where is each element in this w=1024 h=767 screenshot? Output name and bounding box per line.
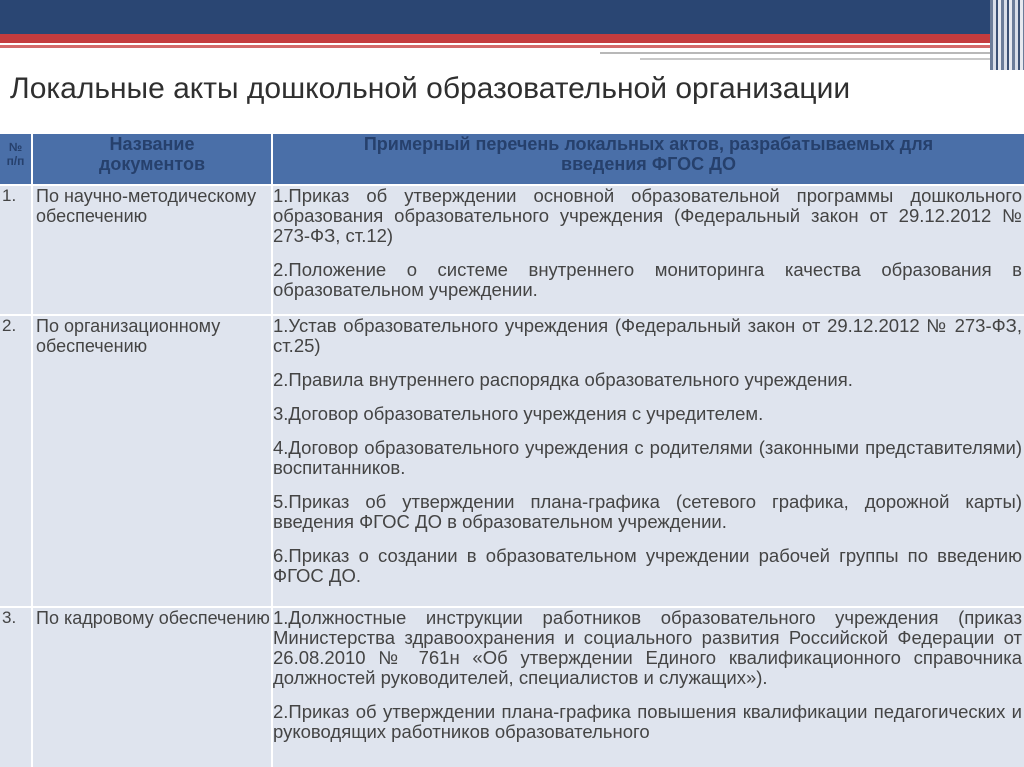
header-num	[0, 134, 33, 184]
header-red-band	[0, 34, 1024, 43]
row-items	[273, 608, 1024, 742]
header-grey-line-2	[640, 58, 990, 60]
list-item: 1.Устав образовательного учреждения (Федеральный закон от 29.12.2012 № 273-ФЗ, ст.25)	[273, 315, 1022, 356]
row-items	[273, 186, 1024, 300]
header-red-line	[0, 45, 990, 48]
list-item: 2.Правила внутреннего распорядка образовательного учреждения.	[273, 369, 853, 390]
table-row	[0, 314, 1024, 606]
header-num-line1: №	[8, 140, 23, 154]
row-name: По научно-методическому обеспечению	[33, 186, 273, 314]
list-item: 4.Договор образовательного учреждения с родителями (законными представителями) воспитанников.	[273, 437, 1022, 478]
decorative-stripes	[990, 0, 1024, 70]
header-name-line2: документов	[98, 154, 206, 174]
row-num: 1.	[0, 186, 33, 314]
table-row	[0, 606, 1024, 767]
row-num: 3.	[0, 608, 33, 767]
list-item: 3.Договор образовательного учреждения с учредителем.	[273, 403, 764, 424]
list-item: 6.Приказ о создании в образовательном учреждении рабочей группы по введению ФГОС ДО.	[273, 545, 1022, 586]
header-name	[33, 134, 273, 184]
list-item: 1.Приказ об утверждении основной образовательной программы дошкольного образования образовательного учреждения (Федеральный закон от 29.12.2012 № 273-ФЗ, ст.12)	[273, 185, 1022, 246]
row-items	[273, 316, 1024, 586]
list-item: 5.Приказ об утверждении плана-графика (сетевого графика, дорожной карты) введения ФГОС ДО в образовательном учреждении.	[273, 491, 1022, 532]
page-title: Локальные акты дошкольной образовательной организации	[10, 72, 851, 105]
header-name-line1: Название	[109, 134, 195, 154]
table-row	[0, 184, 1024, 314]
header-list-line1: Примерный перечень локальных актов, разрабатываемых для	[363, 134, 934, 154]
row-num: 2.	[0, 316, 33, 606]
header-list	[273, 134, 1024, 184]
header-bar	[0, 0, 1024, 34]
row-name: По кадровому обеспечению	[33, 608, 273, 767]
list-item: 2.Положение о системе внутреннего мониторинга качества образования в образовательном учреждении.	[273, 259, 1022, 300]
list-item: 2.Приказ об утверждении плана-графика повышения квалификации педагогических и руководящих работников образовательного	[273, 701, 1022, 742]
documents-table	[0, 134, 1024, 767]
header-num-line2: п/п	[6, 154, 25, 168]
header-grey-line	[600, 52, 990, 54]
row-name: По организационному обеспечению	[33, 316, 273, 606]
list-item: 1.Должностные инструкции работников образовательного учреждения (приказ Министерства здравоохранения и социального развития Российской Федерации от 26.08.2010 № 761н «Об утверждении Единого квалификационного справочника должностей руководителей, специалистов и служащих»).	[273, 607, 1022, 688]
header-list-line2: введения ФГОС ДО	[561, 154, 736, 174]
